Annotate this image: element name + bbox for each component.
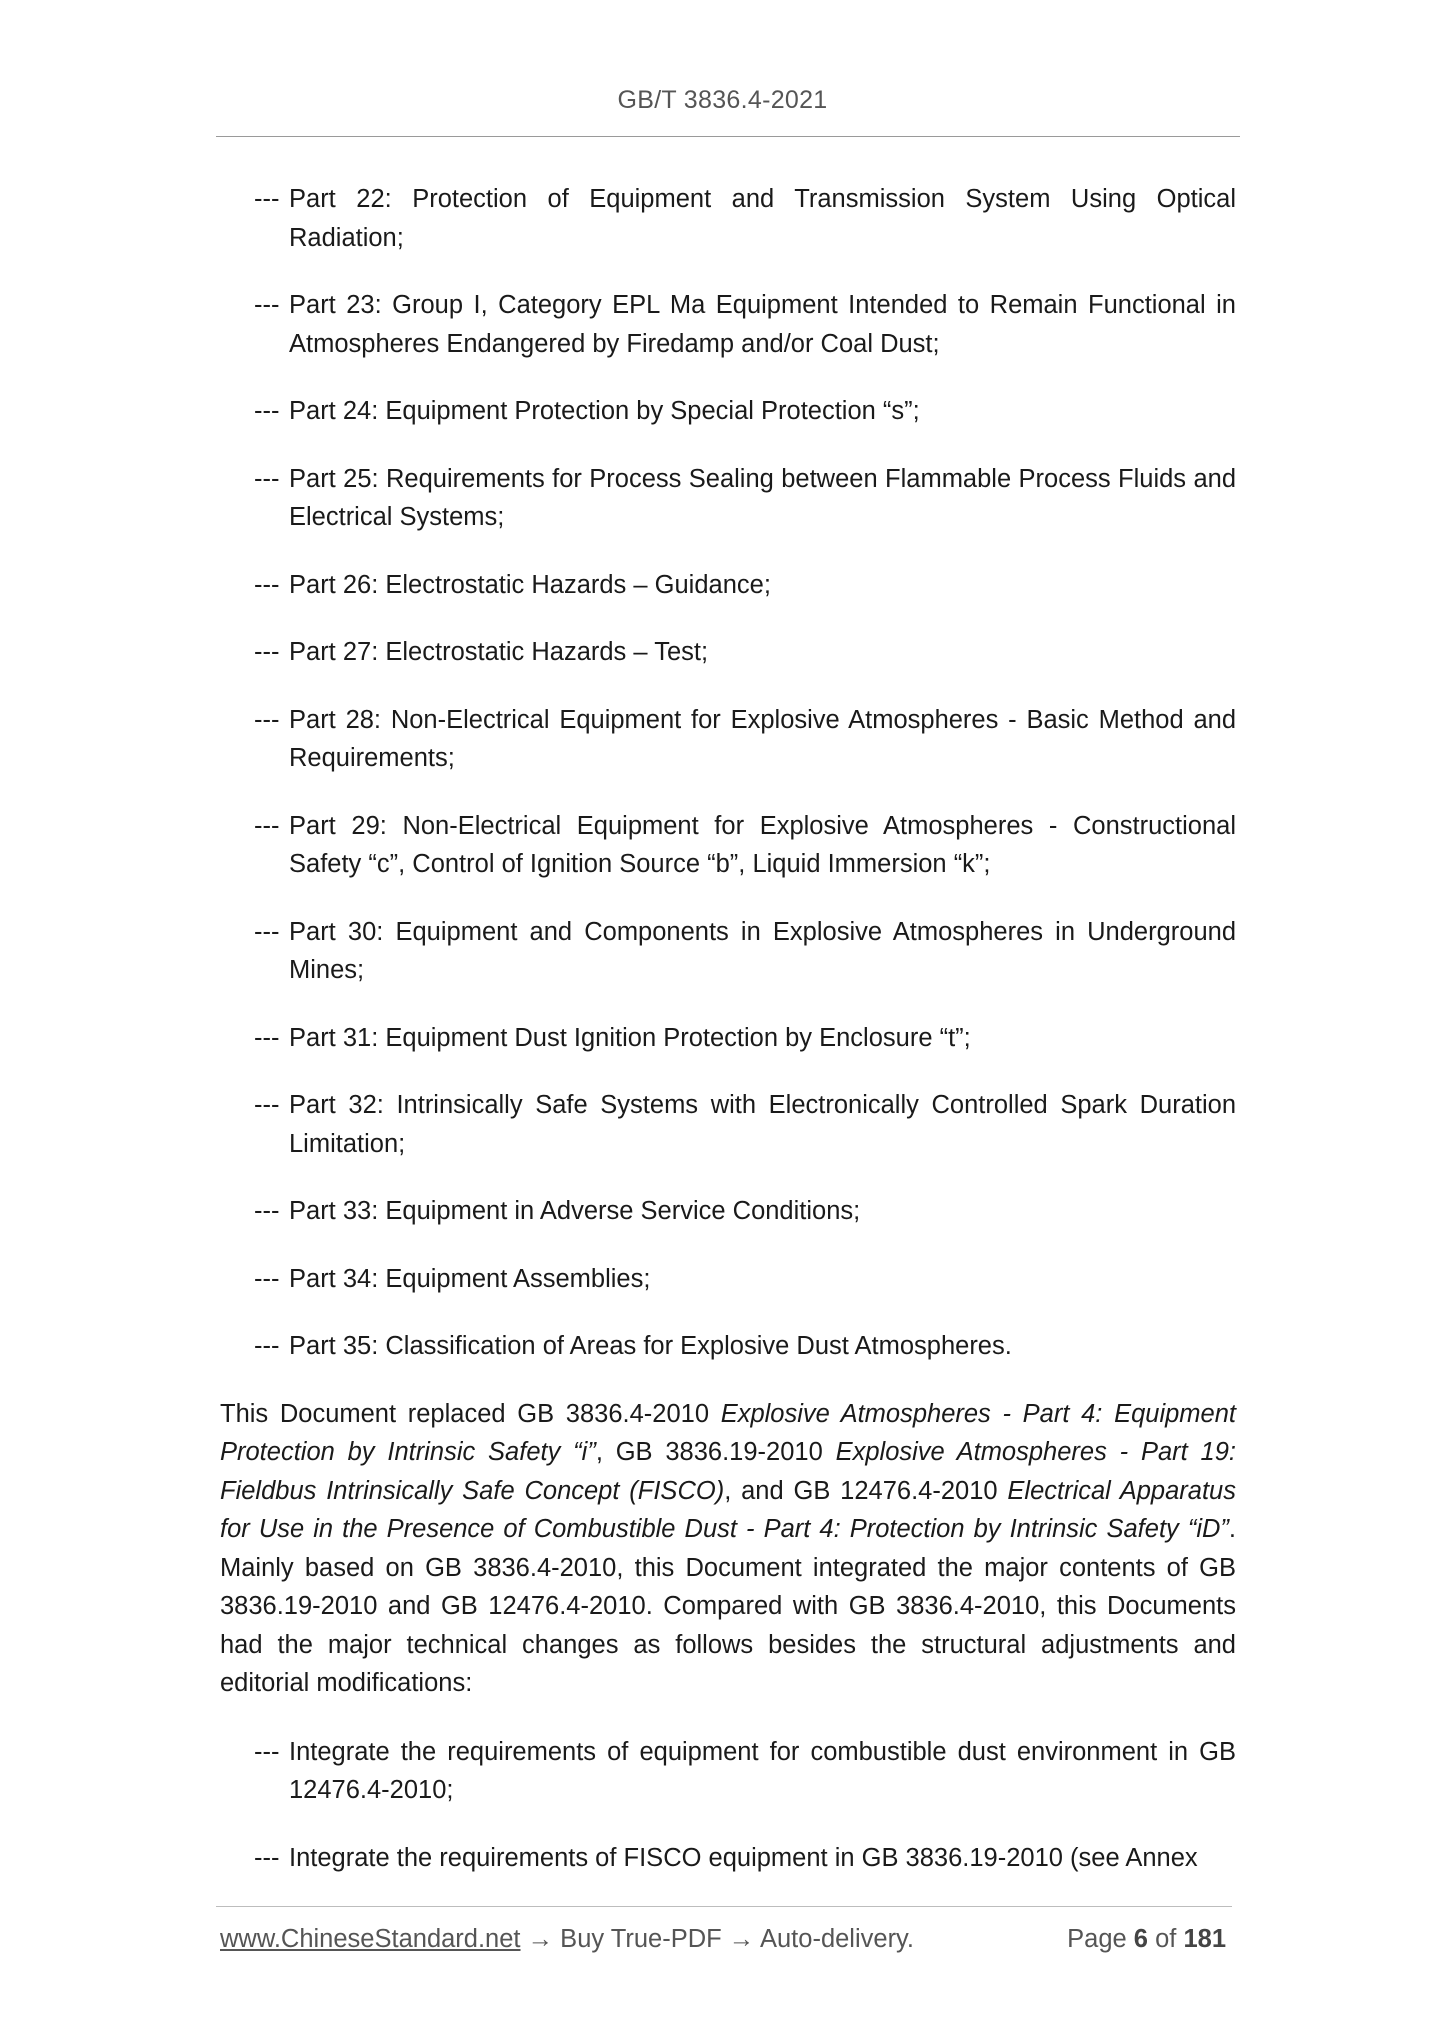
list-dash: --- [254, 917, 280, 946]
list-dash: --- [254, 1332, 280, 1360]
list-item [220, 286, 1236, 363]
list-dash: --- [254, 464, 280, 493]
list-item-text: Part 24: Equipment Protection by Special Protection “s”; [289, 397, 920, 425]
list-item-text: Part 32: Intrinsically Safe Systems with Electronically Controlled Spark Duration Limitation; [289, 1091, 1236, 1158]
header-divider [216, 136, 1240, 137]
list-item-text: Part 28: Non-Electrical Equipment for Explosive Atmospheres - Basic Method and Requirements; [289, 705, 1236, 772]
of-label: of [1155, 1925, 1177, 1953]
standard-title: Explosive Atmospheres - Part 4: Equipment Protection by Intrinsic Safety “i” [220, 1399, 1236, 1466]
list-item-text: Part 31: Equipment Dust Ignition Protection by Enclosure “t”; [289, 1023, 971, 1052]
paragraph-text: . Mainly based on GB 3836.4-2010, this Document integrated the major contents of GB 3836.19-2010 and GB 12476.4-2010. Compared with GB 3836.4-2010, this Documents had the major technical changes as follows besides the structural adjustments and editorial modifications: [220, 1515, 1236, 1697]
paragraph-text: , and GB 12476.4-2010 [724, 1476, 1008, 1505]
paragraph-text: , GB 3836.19-2010 [595, 1438, 836, 1466]
list-item [220, 392, 1236, 431]
list-item-text: Part 29: Non-Electrical Equipment for Explosive Atmospheres - Constructional Safety “c”, Control of Ignition Source “b”, Liquid Immersion “k”; [289, 811, 1236, 878]
current-page-number: 6 [1133, 1925, 1148, 1953]
list-item-text: Part 30: Equipment and Components in Explosive Atmospheres in Underground Mines; [289, 917, 1236, 984]
standard-title: Explosive Atmospheres - Part 19: Fieldbus Intrinsically Safe Concept (FISCO) [220, 1438, 1236, 1505]
list-dash: --- [254, 1843, 280, 1872]
list-item [220, 1839, 1236, 1878]
list-item-text: Part 26: Electrostatic Hazards – Guidance; [289, 570, 771, 599]
list-item [220, 701, 1236, 778]
document-body [220, 180, 1236, 1906]
list-dash: --- [254, 1197, 280, 1225]
list-item [220, 1192, 1236, 1231]
footer-promo [220, 1925, 914, 1954]
list-item-text: Part 33: Equipment in Adverse Service Conditions; [289, 1197, 861, 1225]
list-item [220, 1260, 1236, 1299]
list-item-text: Part 22: Protection of Equipment and Transmission System Using Optical Radiation; [289, 185, 1236, 252]
list-dash: --- [254, 1023, 280, 1052]
list-item-text: Integrate the requirements of equipment for combustible dust environment in GB 12476.4-2010; [289, 1737, 1236, 1804]
page-indicator [1067, 1925, 1226, 1954]
list-item-text: Integrate the requirements of FISCO equipment in GB 3836.19-2010 (see Annex [289, 1843, 1198, 1872]
total-pages: 181 [1183, 1925, 1226, 1953]
list-item-text: Part 34: Equipment Assemblies; [289, 1264, 651, 1293]
list-item-text: Part 27: Electrostatic Hazards – Test; [289, 638, 709, 666]
list-item [220, 633, 1236, 672]
list-dash: --- [254, 638, 280, 666]
list-dash: --- [254, 397, 280, 425]
page-label: Page [1067, 1925, 1127, 1953]
footer-divider [216, 1906, 1232, 1907]
list-item [220, 1327, 1236, 1366]
list-item-text: Part 35: Classification of Areas for Explosive Dust Atmospheres. [289, 1332, 1012, 1360]
list-dash: --- [254, 1091, 280, 1119]
list-item [220, 460, 1236, 537]
standard-title: Electrical Apparatus for Use in the Presence of Combustible Dust - Part 4: Protection by Intrinsic Safety “iD” [220, 1476, 1236, 1543]
paragraph-text: This Document replaced GB 3836.4-2010 [220, 1399, 721, 1428]
list-dash: --- [254, 811, 280, 840]
list-dash: --- [254, 1264, 280, 1293]
list-item [220, 180, 1236, 257]
list-dash: --- [254, 185, 280, 213]
list-item [220, 1086, 1236, 1163]
list-item-text: Part 23: Group I, Category EPL Ma Equipment Intended to Remain Functional in Atmospheres Endangered by Firedamp and/or Coal Dust; [289, 291, 1236, 358]
list-item [220, 1733, 1236, 1810]
replacement-paragraph [220, 1395, 1236, 1703]
list-item [220, 1019, 1236, 1058]
list-dash: --- [254, 570, 280, 599]
footer-tagline: → Buy True-PDF → Auto-delivery. [520, 1925, 914, 1953]
list-dash: --- [254, 1737, 280, 1766]
list-item [220, 807, 1236, 884]
list-item [220, 566, 1236, 605]
list-item-text: Part 25: Requirements for Process Sealing between Flammable Process Fluids and Electrical Systems; [289, 464, 1236, 531]
document-header-title: GB/T 3836.4-2021 [617, 86, 828, 114]
list-dash: --- [254, 291, 280, 319]
list-dash: --- [254, 705, 280, 734]
list-item [220, 913, 1236, 990]
website-link[interactable]: www.ChineseStandard.net [220, 1925, 521, 1953]
